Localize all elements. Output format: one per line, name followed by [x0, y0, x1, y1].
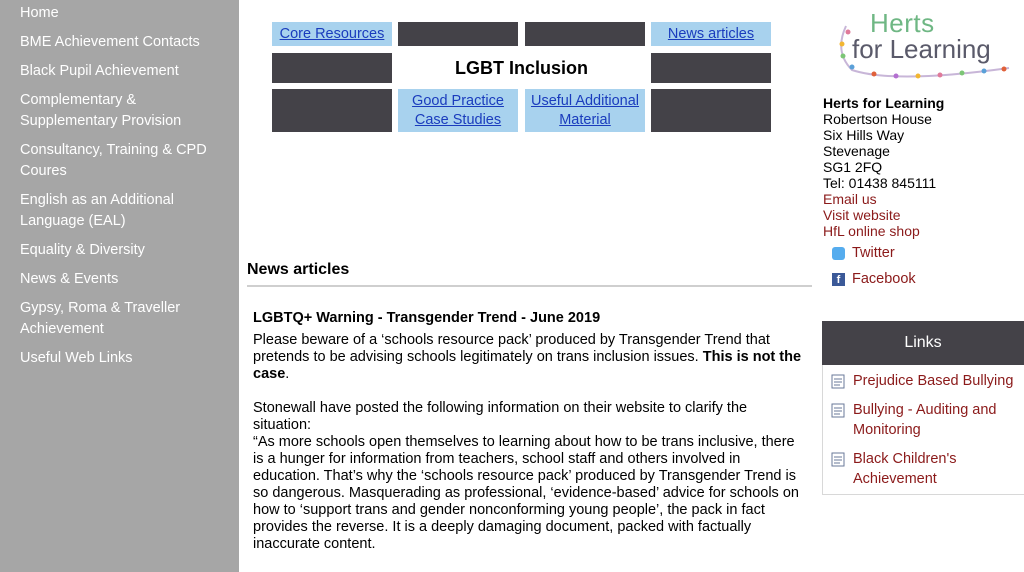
sidebar-item-bme-contacts[interactable]: BME Achievement Contacts [20, 34, 200, 50]
sidebar-item-equality-diversity[interactable]: Equality & Diversity [20, 242, 145, 258]
link-label: Prejudice Based Bullying [853, 373, 1014, 389]
article-heading: LGBTQ+ Warning - Transgender Trend - June 2019 [253, 310, 601, 326]
link-label: Black Children's Achievement [853, 451, 957, 487]
twitter-link[interactable] [832, 245, 895, 261]
hfl-logo[interactable] [834, 8, 1014, 78]
sidebar-item-gypsy-roma-traveller[interactable]: Gypsy, Roma & Traveller Achievement [20, 300, 181, 337]
core-resources-link[interactable]: Core Resources [279, 25, 385, 42]
contact-address-3: Stevenage [823, 143, 890, 159]
contact-block [823, 95, 944, 239]
sidebar-menu [0, 0, 239, 369]
links-heading: Links [822, 321, 1024, 365]
sidebar-item-complementary-provision[interactable]: Complementary & Supplementary Provision [20, 92, 182, 129]
logo-text-line2: for Learning [852, 34, 991, 64]
article-quote: “As more schools open themselves to learning about how to be trans inclusive, there is a hunger for information from teachers, school staff and others involved in education. That’s why the ‘schools resource pack’ produced by Transgender Trend is so dangerous. Masquerading as professional, ‘evidence-based’ advice for schools on how to ‘support trans and gender nonconforming young people’, the pack in fact provides the reverse. It is a deeply damaging document, packed with factually inaccurate content. [253, 434, 799, 552]
facebook-label: Facebook [852, 271, 916, 287]
tile-useful-material[interactable] [525, 89, 645, 132]
contact-address-1: Robertson House [823, 111, 932, 127]
link-prejudice-bullying[interactable] [831, 371, 1013, 391]
email-link[interactable]: Email us [823, 191, 877, 207]
links-list [822, 365, 1024, 495]
website-link[interactable]: Visit website [823, 207, 901, 223]
sidebar-item-black-pupil-achievement[interactable]: Black Pupil Achievement [20, 63, 179, 79]
useful-material-link[interactable]: Useful Additional Material [530, 92, 639, 128]
page-title: LGBT Inclusion [398, 53, 645, 83]
facebook-icon: f [832, 273, 845, 286]
link-label: Bullying - Auditing and Monitoring [853, 402, 997, 438]
article-paragraph-1 [253, 332, 808, 383]
right-column [822, 0, 1024, 572]
tile-news-articles[interactable] [651, 22, 771, 46]
sidebar-item-eal[interactable]: English as an Additional Language (EAL) [20, 192, 174, 229]
facebook-link[interactable] [832, 271, 916, 287]
document-icon [831, 403, 845, 418]
tile-blank-1 [398, 22, 518, 46]
article-p2-intro: Stonewall have posted the following information on their website to clarify the situation: [253, 400, 748, 433]
left-sidebar [0, 0, 239, 572]
tile-blank-2 [525, 22, 645, 46]
article-p1-bold: This is not the case [253, 349, 802, 382]
document-icon [831, 452, 845, 467]
tile-good-practice[interactable] [398, 89, 518, 132]
article-paragraph-2 [253, 400, 808, 553]
news-articles-link[interactable]: News articles [667, 25, 755, 42]
tile-blank-4 [651, 53, 771, 83]
contact-org: Herts for Learning [823, 95, 945, 111]
tile-blank-5 [272, 89, 392, 132]
link-black-children-achievement[interactable] [831, 449, 981, 489]
contact-postcode: SG1 2FQ [823, 159, 883, 175]
document-icon [831, 374, 845, 389]
contact-tel: Tel: 01438 845111 [823, 175, 937, 191]
link-bullying-auditing[interactable] [831, 400, 1006, 440]
main-content [239, 0, 822, 572]
article-p1-text: Please beware of a ‘schools resource pack’ produced by Transgender Trend that pretends to be advising schools legitimately on trans inclusion issues. [253, 332, 770, 365]
contact-address-2: Six Hills Way [823, 127, 905, 143]
sidebar-item-useful-web-links[interactable]: Useful Web Links [20, 350, 133, 366]
logo-text-line1: Herts [870, 8, 935, 38]
article-p1-end: . [285, 366, 290, 382]
news-article [253, 310, 808, 570]
tile-blank-6 [651, 89, 771, 132]
tile-blank-3 [272, 53, 392, 83]
section-heading: News articles [247, 261, 812, 287]
sidebar-item-consultancy-training[interactable]: Consultancy, Training & CPD Coures [20, 142, 207, 179]
sidebar-item-news-events[interactable]: News & Events [20, 271, 119, 287]
shop-link[interactable]: HfL online shop [823, 223, 920, 239]
twitter-icon [832, 247, 845, 260]
tile-core-resources[interactable] [272, 22, 392, 46]
sidebar-item-home[interactable]: Home [20, 5, 59, 21]
good-practice-link[interactable]: Good Practice Case Studies [412, 92, 504, 128]
twitter-label: Twitter [852, 245, 895, 261]
